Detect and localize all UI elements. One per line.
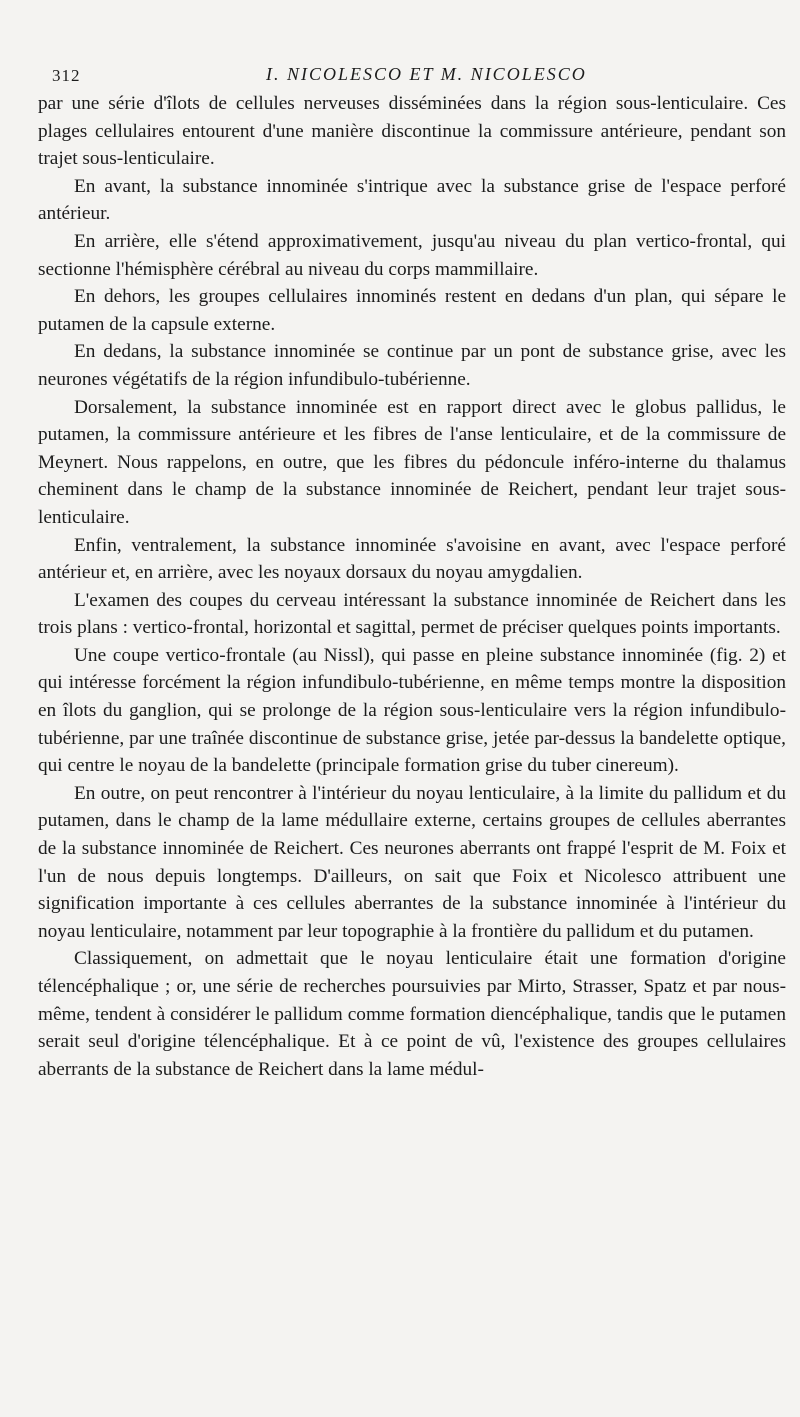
body-text — [38, 90, 786, 1083]
paragraph-en-dedans: En dedans, la substance innominée se continue par un pont de substance grise, avec les neurones végétatifs de la région infundibulo-tubérienne. — [38, 341, 786, 390]
paragraph-examen-coupes: L'examen des coupes du cerveau intéressant la substance innominée de Reichert dans les trois plans : vertico-frontal, horizontal et sagittal, permet de préciser quelques points importants. — [38, 589, 786, 639]
paragraph-ventralement: Enfin, ventralement, la substance innominée s'avoisine en avant, avec l'espace perforé antérieur et, en arrière, avec les noyaux dorsaux du noyau amygdalien. — [38, 534, 786, 584]
paragraph-en-dehors: En dehors, les groupes cellulaires innominés restent en dedans d'un plan, qui sépare le putamen de la capsule externe. — [38, 286, 786, 335]
paragraph-dorsalement: Dorsalement, la substance innominée est en rapport direct avec le globus pallidus, le putamen, la commissure antérieure et les fibres de l'anse lenticulaire, et de la commissure de Meynert. Nous rappelons, en outre, que les fibres du pédoncule inféro-interne du thalamus cheminent dans le champ de la substance innominée de Reichert, pendant leur trajet sous-lenticulaire. — [38, 396, 786, 528]
paragraph-classiquement: Classiquement, on admettait que le noyau lenticulaire était une formation d'origine télencéphalique ; or, une série de recherches poursuivies par Mirto, Strasser, Spatz et par nous-même, tendent à considérer le pallidum comme formation diencéphalique, tandis que le putamen serait seul d'origine télencéphalique. Et à ce point de vû, l'existence des groupes cellulaires aberrants de la substance de Reichert dans la lame médul- — [38, 948, 786, 1080]
page-number: 312 — [52, 66, 81, 85]
paragraph-en-outre: En outre, on peut rencontrer à l'intérieur du noyau lenticulaire, à la limite du pallidum et du putamen, dans le champ de la lame médullaire externe, certains groupes de cellules aberrantes de la substance innominée de Reichert. Ces neurones aberrants ont frappé l'esprit de M. Foix et l'un de nous depuis longtemps. D'ailleurs, on sait que Foix et Nicolesco attribuent une signification importante à ces cellules aberrantes de la substance innominée à l'intérieur du noyau lenticulaire, notamment par leur topographie à la frontière du pallidum et du putamen. — [38, 782, 786, 942]
page-header — [38, 54, 786, 90]
paragraph-en-arriere: En arrière, elle s'étend approximativement, jusqu'au niveau du plan vertico-frontal, qui sectionne l'hémisphère cérébral au niveau du corps mammillaire. — [38, 230, 786, 280]
running-title: I. NICOLESCO ET M. NICOLESCO — [266, 64, 587, 84]
paragraph-continued: par une série d'îlots de cellules nerveuses disséminées dans la région sous-lenticulaire. Ces plages cellulaires entourent d'une manière discontinue la commissure antérieure, pendant son trajet sous-lenticulaire. — [38, 93, 786, 170]
paragraph-en-avant: En avant, la substance innominée s'intrique avec la substance grise de l'espace perforé antérieur. — [38, 175, 786, 225]
paragraph-coupe-vertico-frontale: Une coupe vertico-frontale (au Nissl), qui passe en pleine substance innominée (fig. 2) et qui intéresse forcément la région infundibulo-tubérienne, en même temps montre la disposition en îlots du ganglion, qui se prolonge de la région sous-lenticulaire vers la région infundibulo-tubérienne, par une traînée discontinue de substance grise, jetée par-dessus la bandelette optique, qui centre le noyau de la bandelette (principale formation grise du tuber cinereum). — [38, 644, 786, 777]
